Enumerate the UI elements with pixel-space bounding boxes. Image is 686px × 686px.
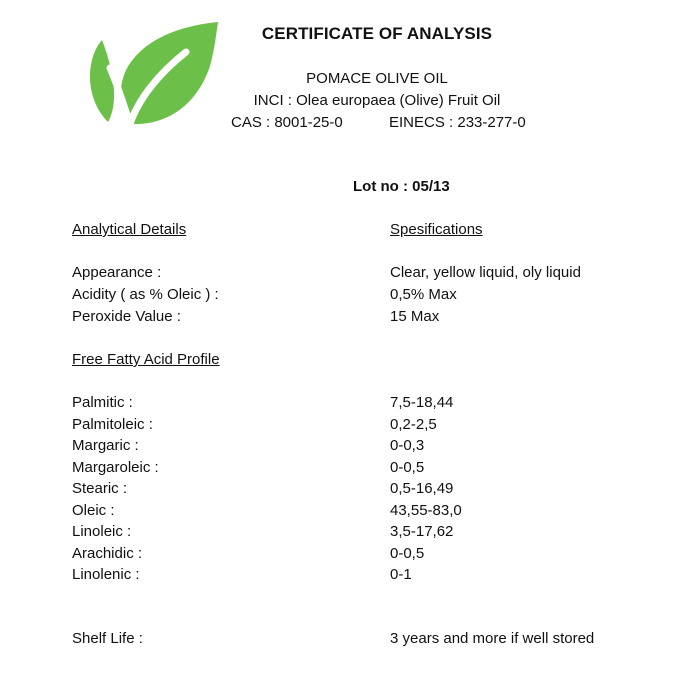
fatty-acid-row: [0, 566, 686, 588]
shelf-life-row: [0, 630, 686, 652]
fatty-acid-value: 43,55-83,0: [390, 502, 462, 519]
fatty-acid-label: Oleic :: [72, 502, 115, 519]
spec-value: Clear, yellow liquid, oly liquid: [390, 264, 581, 281]
spec-row: [0, 286, 686, 308]
fatty-acid-value: 0-0,5: [390, 459, 425, 476]
fatty-acid-row: [0, 437, 686, 459]
spec-row: [0, 308, 686, 330]
fatty-acid-heading: Free Fatty Acid Profile: [72, 351, 220, 368]
fatty-acid-value: 0-0,3: [390, 437, 425, 454]
spec-label: Acidity ( as % Oleic ) :: [72, 286, 219, 303]
fatty-acid-value: 7,5-18,44: [390, 394, 454, 411]
fatty-acid-value: 0,5-16,49: [390, 480, 454, 497]
fatty-acid-row: [0, 394, 686, 416]
spec-value: 15 Max: [390, 308, 440, 325]
fatty-acid-row: [0, 523, 686, 545]
fatty-acid-label: Stearic :: [72, 480, 128, 497]
specifications-heading: Spesifications: [390, 221, 483, 238]
fatty-acid-value: 0,2-2,5: [390, 416, 437, 433]
fatty-acid-label: Margaroleic :: [72, 459, 159, 476]
fatty-acid-row: [0, 416, 686, 438]
shelf-life-value: 3 years and more if well stored: [390, 630, 595, 647]
fatty-acid-value: 3,5-17,62: [390, 523, 454, 540]
product-name: POMACE OLIVE OIL: [306, 70, 448, 87]
analytical-details-heading: Analytical Details: [72, 221, 187, 238]
spec-label: Appearance :: [72, 264, 162, 281]
spec-label: Peroxide Value :: [72, 308, 181, 325]
fatty-acid-label: Palmitoleic :: [72, 416, 153, 433]
fatty-acid-label: Arachidic :: [72, 545, 143, 562]
fatty-acid-row: [0, 459, 686, 481]
fatty-acid-label: Linoleic :: [72, 523, 132, 540]
fatty-acid-value: 0-1: [390, 566, 412, 583]
fatty-acid-label: Palmitic :: [72, 394, 133, 411]
cas-number: CAS : 8001-25-0: [231, 114, 343, 131]
fatty-acid-row: [0, 545, 686, 567]
fatty-acid-row: [0, 502, 686, 524]
fatty-acid-row: [0, 480, 686, 502]
fatty-acid-label: Margaric :: [72, 437, 139, 454]
fatty-acid-value: 0-0,5: [390, 545, 425, 562]
einecs-number: EINECS : 233-277-0: [389, 114, 526, 131]
shelf-life-label: Shelf Life :: [72, 630, 143, 647]
document-title: CERTIFICATE OF ANALYSIS: [261, 24, 493, 43]
fatty-acid-label: Linolenic :: [72, 566, 140, 583]
spec-row: [0, 264, 686, 286]
spec-value: 0,5% Max: [390, 286, 457, 303]
inci-name: INCI : Olea europaea (Olive) Fruit Oil: [253, 92, 501, 109]
lot-number: Lot no : 05/13: [353, 178, 450, 195]
